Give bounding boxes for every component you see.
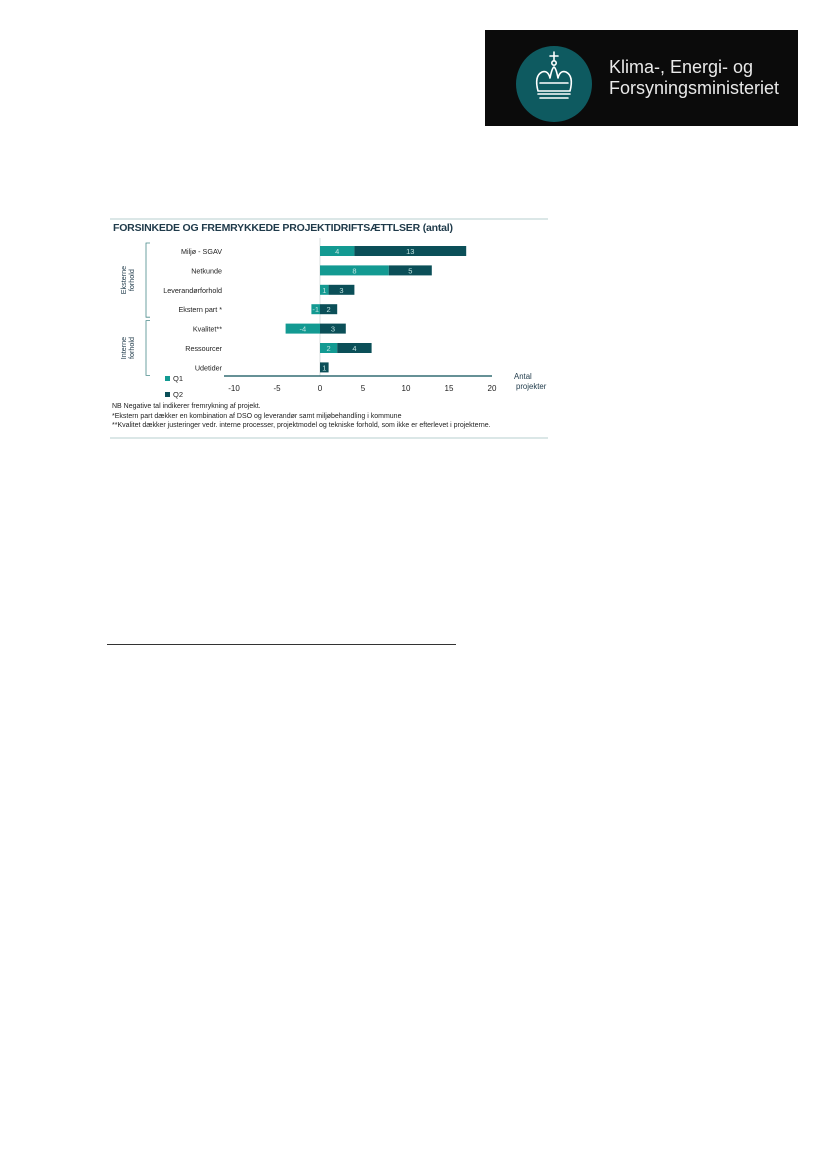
footnote-separator — [107, 644, 456, 645]
data-label: -4 — [299, 324, 307, 334]
logo-circle — [516, 46, 592, 122]
data-label: 5 — [408, 266, 413, 276]
x-tick-label: 15 — [444, 384, 454, 393]
group-bracket — [146, 243, 150, 317]
x-axis-label: projekter — [516, 382, 547, 391]
data-label: 4 — [335, 247, 340, 256]
group-label: forhold — [127, 269, 136, 292]
group-label: Interne — [119, 336, 128, 360]
x-tick-label: -5 — [273, 384, 281, 393]
chart-note: *Ekstern part dækker en kombination af DSO og leverandør samt miljøbehandling i kommune — [112, 412, 402, 420]
legend-swatch-q1 — [165, 376, 170, 381]
data-label: 1 — [322, 363, 327, 373]
data-label: 1 — [322, 285, 327, 295]
x-tick-label: 5 — [360, 384, 366, 393]
data-label: -1 — [312, 305, 320, 315]
legend-swatch-q2 — [165, 392, 170, 397]
chart-note: **Kvalitet dækker justeringer vedr. interne processer, projektmodel og tekniske forhold, som ikke er efterlevet i projekterne. — [112, 422, 491, 430]
x-tick-label: 0 — [317, 384, 323, 393]
category-label: Ressourcer — [185, 344, 222, 353]
x-axis-label: Antal — [514, 372, 532, 381]
logo-wordmark — [609, 57, 779, 99]
category-label: Kvalitet** — [192, 324, 222, 334]
ministry-logo — [485, 30, 798, 126]
category-label: Leverandørforhold — [163, 285, 222, 295]
data-label: 8 — [352, 266, 357, 276]
x-tick-label: 20 — [487, 384, 497, 393]
legend-label: Q1 — [173, 374, 184, 383]
chart-figure — [110, 218, 548, 443]
group-bracket — [146, 321, 150, 376]
data-label: 2 — [326, 344, 331, 353]
legend-label: Q2 — [173, 390, 184, 399]
category-label: Netkunde — [191, 266, 222, 276]
logo-line-1: Klima-, Energi- og — [609, 57, 754, 77]
group-label: forhold — [127, 337, 136, 359]
category-label: Miljø - SGAV — [181, 247, 222, 256]
crown-icon — [516, 46, 592, 122]
data-label: 3 — [330, 324, 335, 334]
data-label: 3 — [339, 285, 344, 295]
x-tick-label: -10 — [228, 384, 240, 393]
data-label: 13 — [406, 247, 415, 256]
data-label: 4 — [352, 344, 357, 353]
data-label: 2 — [326, 305, 331, 315]
chart-note: NB Negative tal indikerer fremrykning af projekt. — [112, 403, 261, 410]
category-label: Ekstern part * — [178, 305, 222, 315]
group-label: Eksterne — [119, 265, 128, 295]
category-label: Udetider — [194, 363, 222, 373]
x-tick-label: 10 — [401, 384, 411, 393]
chart-title: FORSINKEDE OG FREMRYKKEDE PROJEKTIDRIFTSÆTTLSER (antal) — [113, 222, 453, 234]
chart-notes — [112, 402, 491, 431]
logo-line-2: Forsyningsministeriet — [609, 78, 780, 98]
